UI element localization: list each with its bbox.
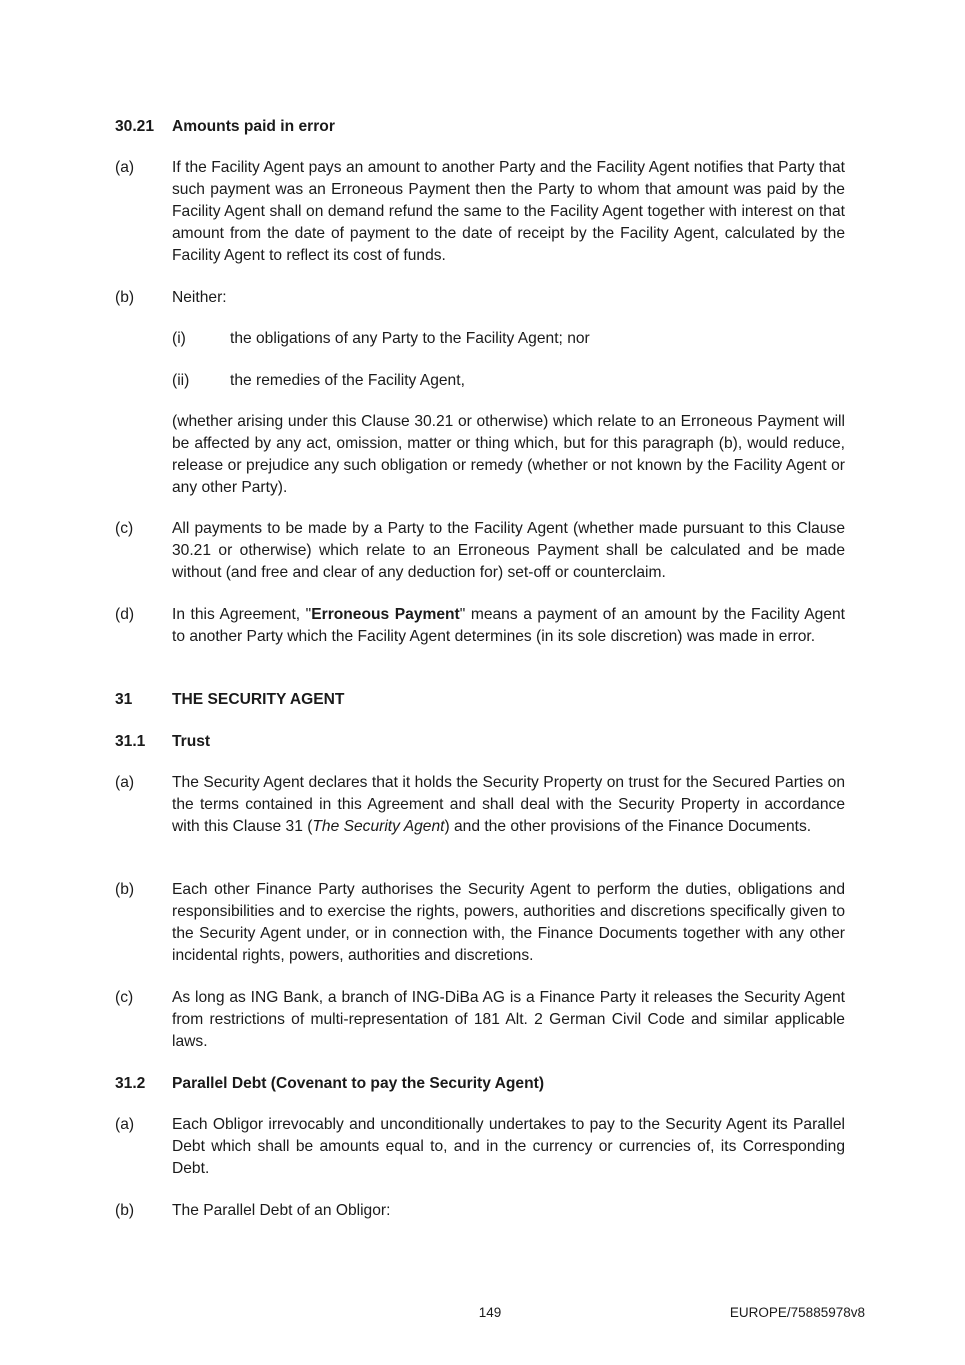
paragraph-label: (c) <box>115 989 134 1006</box>
paragraph-label: (b) <box>115 1202 135 1219</box>
section-number: 30.21 <box>115 118 155 135</box>
paragraph-c <box>115 987 845 1053</box>
subparagraph-text: the obligations of any Party to the Facility Agent; nor <box>230 330 590 347</box>
paragraph-a <box>115 1114 845 1180</box>
paragraph-a <box>115 772 845 838</box>
paragraph-text: Each other Finance Party authorises the Security Agent to perform the duties, obligations and responsibilities and to exercise the rights, powers, authorities and discretions specifically given to the Security Agent under, or in connection with, the Finance Documents together with any other incidental rights, powers, authorities and discretions. <box>172 881 845 964</box>
paragraph-text <box>172 772 845 838</box>
section-title: Amounts paid in error <box>172 118 335 135</box>
paragraph-label: (a) <box>115 774 135 791</box>
paragraph-label: (b) <box>115 881 135 898</box>
paragraph-b <box>115 287 845 309</box>
subparagraph-label: (ii) <box>172 372 190 389</box>
clause-reference: The Security Agent <box>312 818 445 835</box>
paragraph-label: (a) <box>115 159 135 176</box>
paragraph-label: (a) <box>115 1116 135 1133</box>
defined-term: Erroneous Payment <box>311 606 460 623</box>
section-number: 31 <box>115 691 133 708</box>
paragraph-text: Each Obligor irrevocably and unconditionally undertakes to pay to the Security Agent its Parallel Debt which shall be amounts equal to, and in the currency or currencies of, its Corresponding Debt. <box>172 1116 845 1177</box>
text-run: The Security Agent declares that it holds the Security Property on trust for the Secured Parties on the terms contained in this Agreement and shall deal with the Security Property in accordance with this Clause 31 ( <box>172 774 845 835</box>
section-heading-31-1 <box>115 731 210 753</box>
paragraph-label: (d) <box>115 606 135 623</box>
paragraph-text: The Parallel Debt of an Obligor: <box>172 1202 391 1219</box>
document-reference: EUROPE/75885978v8 <box>729 1305 865 1320</box>
paragraph-label: (b) <box>115 289 135 306</box>
paragraph-b <box>115 1200 845 1222</box>
paragraph-text: Neither: <box>172 289 227 306</box>
section-title: Parallel Debt (Covenant to pay the Security Agent) <box>172 1075 545 1092</box>
paragraph-label: (c) <box>115 520 134 537</box>
section-number: 31.1 <box>115 733 146 750</box>
subparagraph-text: the remedies of the Facility Agent, <box>230 372 465 389</box>
section-number: 31.2 <box>115 1075 146 1092</box>
text-run: ) and the other provisions of the Finance Documents. <box>444 818 812 835</box>
section-heading-31-2 <box>115 1073 544 1095</box>
subparagraph-i <box>172 328 845 350</box>
paragraph-b-continuation: (whether arising under this Clause 30.21 or otherwise) which relate to an Erroneous Payment will be affected by any act, omission, matter or thing which, but for this paragraph (b), would reduce, release or prejudice any such obligation or remedy (whether or not known by the Facility Agent or any other Party). <box>172 413 845 496</box>
paragraph-b <box>115 879 845 967</box>
paragraph-a <box>115 157 845 267</box>
subparagraph-ii <box>172 370 845 392</box>
page-number: 149 <box>478 1305 502 1320</box>
section-title: Trust <box>172 733 211 750</box>
paragraph-text: All payments to be made by a Party to the Facility Agent (whether made pursuant to this Clause 30.21 or otherwise) which relate to an Erroneous Payment shall be calculated and be made without (and free and clear of any deduction for) set-off or counterclaim. <box>172 520 845 581</box>
paragraph-d <box>115 604 845 648</box>
paragraph-text: As long as ING Bank, a branch of ING-DiBa AG is a Finance Party it releases the Security Agent from restrictions of multi-representation of 181 Alt. 2 German Civil Code and similar applicable laws. <box>172 989 845 1050</box>
subparagraph-label: (i) <box>172 330 186 347</box>
paragraph-c <box>115 518 845 584</box>
section-heading-30-21 <box>115 116 335 138</box>
section-heading-31 <box>115 689 344 711</box>
text-run: " means a payment of an amount by the Facility Agent to another Party which the Facility Agent determines (in its sole discretion) was made in error. <box>172 606 846 645</box>
paragraph-text <box>172 604 845 648</box>
paragraph-text: If the Facility Agent pays an amount to another Party and the Facility Agent notifies that Party that such payment was an Erroneous Payment then the Party to whom that amount was paid by the Facility Agent shall on demand refund the same to the Facility Agent together with interest on that amount from the date of payment to the date of receipt by the Facility Agent, calculated by the Facility Agent to reflect its cost of funds. <box>172 159 845 264</box>
section-title: THE SECURITY AGENT <box>172 691 345 708</box>
text-run: In this Agreement, " <box>172 606 312 623</box>
